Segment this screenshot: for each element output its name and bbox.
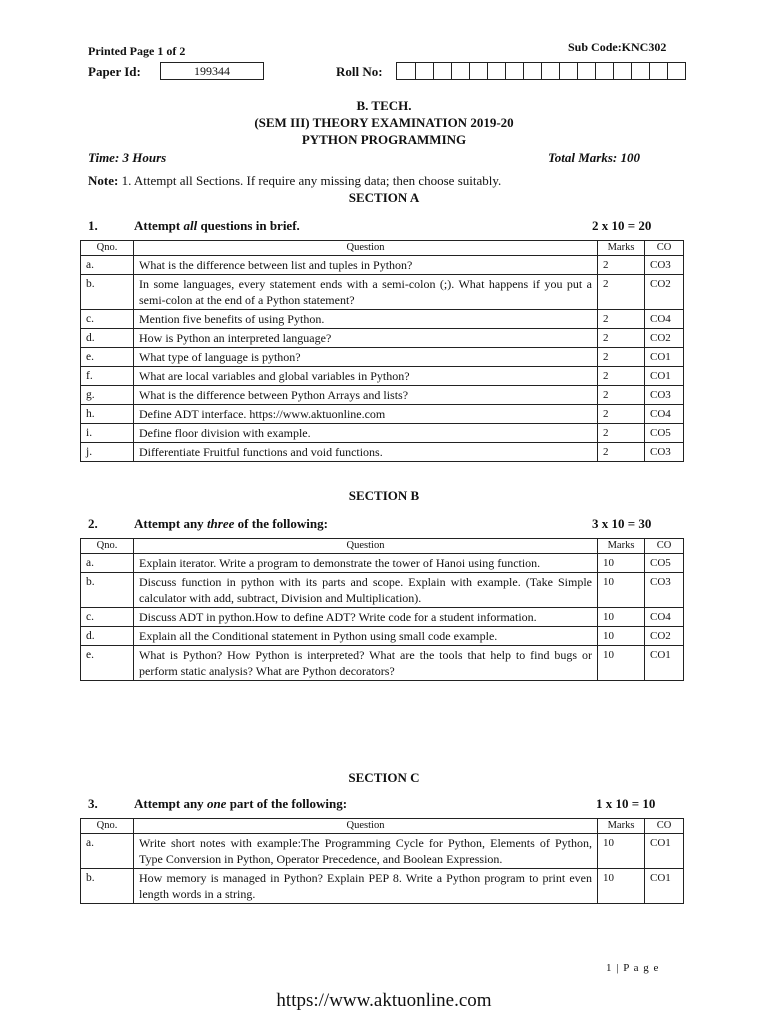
time-label: Time: 3 Hours [88,150,167,165]
page-number: 1 | P a g e [606,962,660,974]
table-row: g. What is the difference between Python Arrays and lists? 2 CO3 [81,386,684,405]
col-marks: Marks [598,241,645,256]
col-marks: Marks [598,539,645,554]
table-row: e. What type of language is python? 2 CO1 [81,348,684,367]
table-row: c. Discuss ADT in python.How to define ADT? Write code for a student information. 10 CO4 [81,608,684,627]
section-c-marks: 1 x 10 = 10 [596,796,656,811]
table-row: a. Explain iterator. Write a program to demonstrate the tower of Hanoi using function. 10 CO5 [81,554,684,573]
section-b-heading: SECTION B [348,488,420,503]
section-a-table [80,240,684,462]
col-marks: Marks [598,819,645,834]
table-row: a. Write short notes with example:The Programming Cycle for Python, Elements of Python, Type Conversion in Python, Operator Precedence, and Boolean Expression. 10 CO1 [81,834,684,869]
table-row: c. Mention five benefits of using Python. 2 CO4 [81,310,684,329]
section-c-heading: SECTION C [348,770,420,785]
table-row: b. In some languages, every statement ends with a semi-colon (;). What happens if you put a semi-colon at the end of a Python statement? 2 CO2 [81,275,684,310]
col-qno: Qno. [81,819,134,834]
table-row: d. Explain all the Conditional statement in Python using small code example. 10 CO2 [81,627,684,646]
title-subject: PYTHON PROGRAMMING [301,132,467,147]
col-question: Question [134,241,598,256]
col-question: Question [134,819,598,834]
title-btech: B. TECH. [356,98,412,113]
section-a-marks: 2 x 10 = 20 [592,218,652,233]
table-row: b. How memory is managed in Python? Explain PEP 8. Write a Python program to print even length words in a string. 10 CO1 [81,869,684,904]
note-label: Note: [88,173,119,188]
title-exam: (SEM III) THEORY EXAMINATION 2019-20 [254,115,514,130]
total-marks-label: Total Marks: 100 [548,150,640,165]
section-b-number: 2. [88,516,98,531]
table-row: h. Define ADT interface. https://www.aktuonline.com 2 CO4 [81,405,684,424]
col-question: Question [134,539,598,554]
table-row: d. How is Python an interpreted language? 2 CO2 [81,329,684,348]
section-c-instruction: Attempt any one part of the following: [134,796,348,811]
section-a-number: 1. [88,218,98,233]
table-row: f. What are local variables and global variables in Python? 2 CO1 [81,367,684,386]
table-row: i. Define floor division with example. 2 CO5 [81,424,684,443]
footer-url[interactable]: https://www.aktuonline.com [276,990,492,1011]
col-co: CO [645,819,684,834]
col-co: CO [645,539,684,554]
sub-code: Sub Code:KNC302 [568,40,667,54]
roll-no-boxes [396,62,686,80]
table-row: e. What is Python? How Python is interpreted? What are the tools that help to find bugs or perform static analysis? What are Python decorators? 10 CO1 [81,646,684,681]
paper-id-label: Paper Id: [88,64,141,79]
note-text: 1. Attempt all Sections. If require any missing data; then choose suitably. [121,173,502,188]
section-a-heading: SECTION A [348,190,420,205]
table-row: j. Differentiate Fruitful functions and void functions. 2 CO3 [81,443,684,462]
paper-id-box: 199344 [160,62,264,80]
section-b-instruction: Attempt any three of the following: [134,516,328,531]
roll-no-label: Roll No: [336,64,383,79]
table-row: b. Discuss function in python with its parts and scope. Explain with example. (Take Simple calculator with add, subtract, Division and Multiplication). 10 CO3 [81,573,684,608]
printed-page-label: Printed Page 1 of 2 [88,44,186,58]
section-b-marks: 3 x 10 = 30 [592,516,652,531]
col-qno: Qno. [81,539,134,554]
col-co: CO [645,241,684,256]
section-c-number: 3. [88,796,98,811]
section-a-instruction: Attempt all questions in brief. [134,218,300,233]
col-qno: Qno. [81,241,134,256]
section-b-table [80,538,684,681]
note [88,173,501,189]
section-c-table [80,818,684,904]
table-row: a. What is the difference between list and tuples in Python? 2 CO3 [81,256,684,275]
